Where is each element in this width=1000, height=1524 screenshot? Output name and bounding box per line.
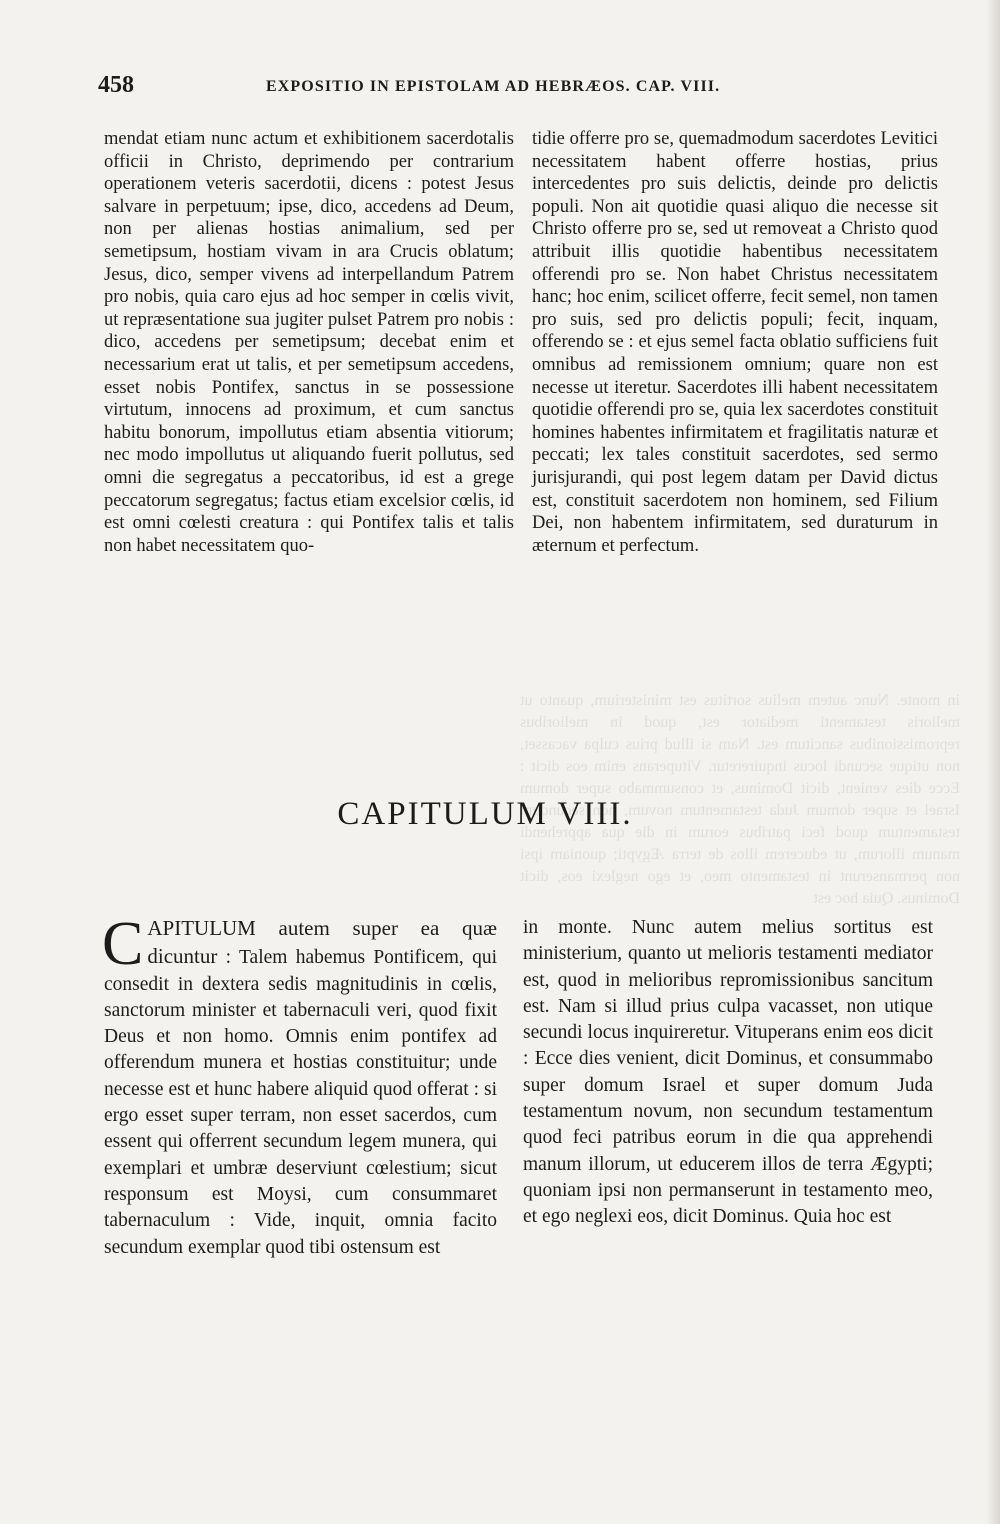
drop-cap: C — [102, 910, 144, 978]
commentary-text-right: tidie offerre pro se, quemadmodum sacerdotes Levitici necessitatem habent offerre hostias, prius intercedentes pro suis delictis, deinde pro delictis populi. Non ait quotidie quasi aliquo die necesse sit Christo offerre pro se, sed ut removeat a Christo quod attribuit illis quotidie habentibus necessitatem offerendi pro se. Non habet Christus necessitatem hanc; hoc enim, scilicet offerre, fecit semel, non tamen pro suis, sed pro delictis populi; fecit, inquam, offerendo se : et ejus semel facta oblatio sufficiens fuit omnibus ad remissionem omnium; quare non est necesse ut iteretur. Sacerdotes illi habent necessitatem quotidie offerendi pro se, quia lex sacerdotes constituit homines habentes infirmitatem et fragilitatis naturæ et peccati; lex tales constituit sacerdotes, sed sermo jurisjurandi, qui post legem datam per David dictus est, constituit sacerdotem non hominem, sed Filium Dei, non habentem infirmitatem, sed duraturum in æternum et perfectum. — [532, 129, 938, 556]
scripture-text-right: in monte. Nunc autem melius sortitus est ministerium, quanto ut melioris testamenti mediator est, quod in melioribus repromissionibus sancitum est. Nam si illud prius culpa vacasset, non utique secundi locus inquireretur. Vituperans enim eos dicit : Ecce dies venient, dicit Dominus, et consummabo super domum Israel et super domum Juda testamentum novum, non secundum testamentum quod feci patribus eorum in die qua apprehendi manum illorum, ut educerem illos de terra Ægypti; quoniam ipsi non permanserunt in testamento meo, et ego neglexi eos, dicit Dominus. Quia hoc est — [523, 917, 933, 1228]
running-title: EXPOSITIO IN EPISTOLAM AD HEBRÆOS. CAP. VIII. — [266, 78, 721, 95]
commentary-text-left: mendat etiam nunc actum et exhibitionem sacerdotalis officii in Christo, deprimendo per contrarium operationem veteris sacerdotii, dicens : potest Jesus salvare in perpetuum; ipse, dico, accedens ad Deum, non per alienas hostias animalium, sed per semetipsum, hostiam vivam in ara Crucis oblatum; Jesus, dico, semper vivens ad interpellandum Patrem pro nobis, quia caro ejus ad hoc semper in cœlis vivit, ut repræsentatione sua jugiter pulset Patrem pro nobis : dico, accedens per semetipsum; decebat enim et necessarium erat ut talis, et per semetipsum accedens, esset nobis Pontifex, sanctus in se possessione virtutum, innocens ad proximum, et cum sanctus habitu bonorum, impollutus etiam absentia vitiorum; nec modo impollutus ut aliquando fuerit pollutus, sed omni die segregatus a peccatoribus, id est a grege peccatorum segregatus; factus etiam excelsior cœlis, id est omni cœlesti creatura : qui Pontifex talis et talis non habet necessitatem quo- — [104, 129, 514, 556]
chapter-lead: APITULUM autem super ea quæ dicuntur — [147, 916, 497, 969]
chapter-heading — [0, 796, 1000, 833]
commentary-column-left — [104, 128, 514, 700]
chapter-title: CAPITULUM VIII. — [337, 796, 633, 832]
scripture-text-left: : Talem habemus Pontificem, qui consedit in dextera sedis magnitudinis in cœlis, sanctorum minister et tabernaculi veri, quod fixit Deus et non homo. Omnis enim pontifex ad offerendum munera et hostias constituitur; unde necesse est et hunc habere aliquid quod offerat : si ergo esset super terram, non esset sacerdos, cum essent qui offerrent secundum legem munera, qui exemplari et umbræ deserviunt cœlestium; sicut responsum est Moysi, cum consummaret tabernaculum : Vide, inquit, omnia facito secundum exemplar quod tibi ostensum est — [104, 947, 497, 1258]
show-through-text: in monte. Nunc autem melius sortitus est ministerium, quanto ut melioris testamenti mediator est, quod in melioribus repromissionibus sancitum est. Nam si illud prius culpa vacasset, non utique secundi locus inquireretur. Vituperans enim eos dicit : Ecce dies venient, dicit Dominus, et consummabo super domum Israel et super domum Juda testamentum novum, non secundum testamentum quod feci patribus eorum in die qua apprehendi manum illorum, ut educerem illos de terra Ægypti; quoniam ipsi non permanserunt in testamento meo, et ego neglexi eos, dicit Dominus. Quia hoc est — [520, 692, 960, 907]
page-number: 458 — [98, 72, 134, 98]
commentary-column-right — [532, 128, 938, 700]
scripture-column-right — [523, 915, 933, 1355]
page-edge-shadow — [986, 0, 1000, 1524]
scripture-column-left — [102, 910, 497, 1355]
running-head — [98, 64, 943, 104]
scripture-paragraph-left — [102, 910, 497, 1261]
